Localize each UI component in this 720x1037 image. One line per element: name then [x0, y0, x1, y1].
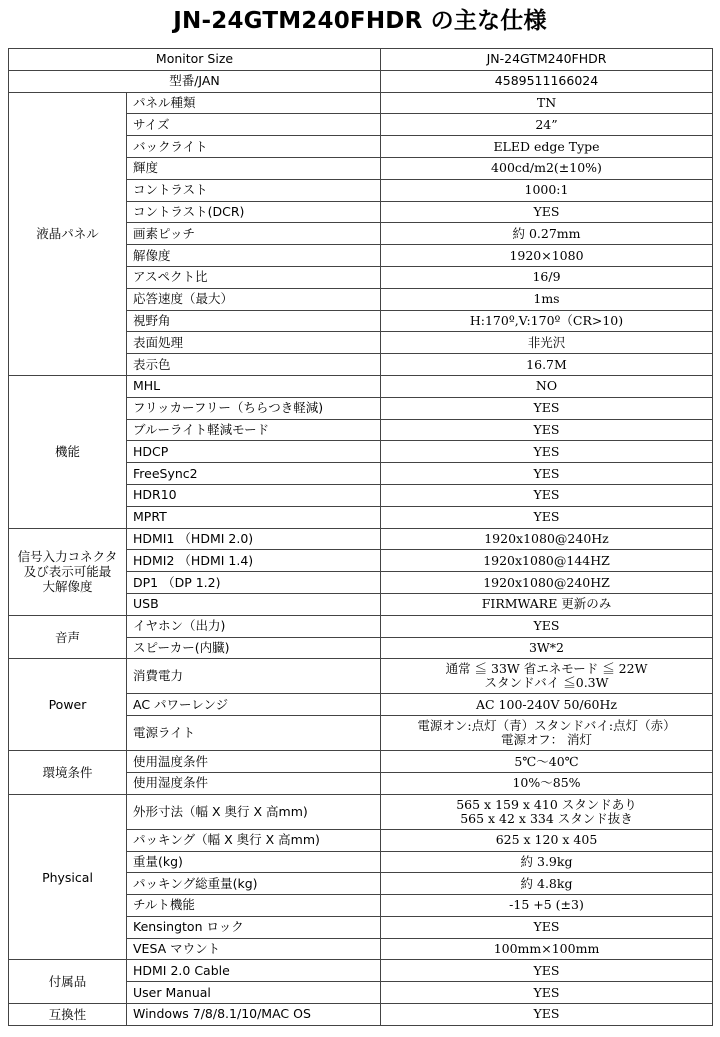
- spec-label: 電源ライト: [127, 716, 381, 751]
- spec-label: パッキング総重量(kg): [127, 873, 381, 895]
- spec-value: 625 x 120 x 405: [495, 832, 598, 848]
- category-label: Power: [48, 697, 87, 713]
- spec-value: YES: [533, 984, 560, 1000]
- spec-value: YES: [533, 487, 560, 503]
- category-cell: [9, 751, 127, 795]
- spec-label: Windows 7/8/8.1/10/MAC OS: [127, 1004, 381, 1026]
- spec-label: HDCP: [127, 441, 381, 463]
- spec-value: YES: [533, 443, 560, 459]
- spec-value-cell: [381, 201, 713, 223]
- category-label: 環境条件: [42, 764, 93, 780]
- spec-value: 5℃～40℃: [514, 753, 579, 769]
- spec-label: 画素ピッチ: [127, 223, 381, 245]
- spec-value-cell: [381, 441, 713, 463]
- category-cell: [9, 615, 127, 659]
- spec-label: パネル種類: [127, 92, 381, 114]
- spec-value-cell: [381, 506, 713, 528]
- spec-label: User Manual: [127, 982, 381, 1004]
- category-cell: [9, 1004, 127, 1026]
- spec-value: YES: [533, 400, 560, 416]
- spec-value: YES: [533, 465, 560, 481]
- spec-label: DP1 （DP 1.2): [127, 572, 381, 594]
- spec-value-cell: [381, 851, 713, 873]
- spec-value: 電源オフ： 消灯: [500, 732, 593, 748]
- spec-value: YES: [533, 618, 560, 634]
- spec-value-cell: [381, 960, 713, 982]
- spec-label: MPRT: [127, 506, 381, 528]
- spec-value: 10%～85%: [512, 775, 581, 791]
- spec-label: パッキング（幅 X 奥行 X 高mm): [127, 829, 381, 851]
- spec-label: チルト機能: [127, 895, 381, 917]
- spec-label: 解像度: [127, 245, 381, 267]
- spec-value-cell: [381, 484, 713, 506]
- spec-value-cell: [381, 982, 713, 1004]
- spec-value: 565 x 42 x 334 スタンド抜き: [460, 810, 633, 826]
- spec-value: 16.7M: [526, 356, 567, 372]
- spec-label: 外形寸法（幅 X 奥行 X 高mm): [127, 794, 381, 829]
- table-row: [9, 70, 713, 92]
- spec-label: 応答速度（最大）: [127, 288, 381, 310]
- spec-label: HDMI 2.0 Cable: [127, 960, 381, 982]
- table-row: [9, 659, 713, 694]
- jan-label: 型番/JAN: [9, 70, 381, 92]
- spec-value-cell: [381, 615, 713, 637]
- spec-value-cell: [381, 550, 713, 572]
- category-label: 及び表示可能最: [23, 564, 112, 580]
- spec-value-cell: [381, 794, 713, 829]
- spec-value: NO: [535, 378, 558, 394]
- spec-value-cell: [381, 332, 713, 354]
- spec-value-cell: [381, 1004, 713, 1026]
- spec-label: Kensington ロック: [127, 916, 381, 938]
- spec-value: 非光沢: [527, 334, 566, 350]
- spec-value: 1920x1080@240Hz: [484, 530, 609, 546]
- spec-value: 1920x1080@240HZ: [483, 574, 610, 590]
- spec-label: バックライト: [127, 136, 381, 158]
- spec-value: YES: [533, 203, 560, 219]
- spec-value: 565 x 159 x 410 スタンドあり: [456, 796, 637, 812]
- spec-label: アスペクト比: [127, 266, 381, 288]
- spec-label: イヤホン（出力): [127, 615, 381, 637]
- spec-value-cell: [381, 916, 713, 938]
- spec-value: YES: [533, 421, 560, 437]
- table-row: [9, 49, 713, 71]
- spec-value: 16/9: [532, 269, 561, 285]
- spec-value-cell: [381, 288, 713, 310]
- category-label: Physical: [42, 869, 93, 885]
- spec-value: 通常 ≦ 33W 省エネモード ≦ 22W: [445, 661, 648, 677]
- spec-value: 約 0.27mm: [512, 225, 581, 241]
- spec-label: コントラスト(DCR): [127, 201, 381, 223]
- spec-value-cell: [381, 397, 713, 419]
- spec-label: 表示色: [127, 354, 381, 376]
- spec-value-cell: [381, 572, 713, 594]
- spec-value-cell: [381, 223, 713, 245]
- spec-value: FIRMWARE 更新のみ: [481, 596, 612, 612]
- spec-label: MHL: [127, 375, 381, 397]
- category-label: 付属品: [48, 974, 87, 990]
- spec-value-cell: [381, 751, 713, 773]
- spec-value-cell: [381, 659, 713, 694]
- spec-value-cell: [381, 179, 713, 201]
- category-cell: [9, 659, 127, 751]
- table-row: [9, 1004, 713, 1026]
- spec-label: 輝度: [127, 157, 381, 179]
- spec-value: 電源オン:点灯（青）スタンドバイ:点灯（赤）: [417, 718, 676, 734]
- spec-label: HDMI2 （HDMI 1.4): [127, 550, 381, 572]
- spec-label: 視野角: [127, 310, 381, 332]
- spec-value-cell: [381, 637, 713, 659]
- spec-value-cell: [381, 419, 713, 441]
- spec-value: YES: [533, 919, 560, 935]
- spec-table-body: [9, 49, 713, 1026]
- page-title: JN-24GTM240FHDR の主な仕様: [173, 8, 547, 34]
- spec-label: VESA マウント: [127, 938, 381, 960]
- category-cell: [9, 92, 127, 375]
- table-row: [9, 92, 713, 114]
- jan-value: 4589511166024: [381, 70, 713, 92]
- category-label: 機能: [54, 444, 80, 460]
- category-label: 液晶パネル: [36, 226, 99, 242]
- spec-value-cell: [381, 245, 713, 267]
- table-row: [9, 375, 713, 397]
- spec-value: 3W*2: [528, 639, 564, 655]
- spec-value: YES: [533, 509, 560, 525]
- spec-label: HDR10: [127, 484, 381, 506]
- spec-value: 約 3.9kg: [520, 853, 573, 869]
- table-row: [9, 615, 713, 637]
- spec-value-cell: [381, 463, 713, 485]
- spec-value-cell: [381, 266, 713, 288]
- category-label: 音声: [54, 629, 80, 645]
- spec-label: 重量(kg): [127, 851, 381, 873]
- spec-value-cell: [381, 593, 713, 615]
- spec-value-cell: [381, 938, 713, 960]
- table-row: [9, 794, 713, 829]
- spec-value: -15 +5 (±3): [509, 897, 584, 913]
- table-row: [9, 528, 713, 550]
- category-cell: [9, 528, 127, 615]
- spec-value: 1ms: [533, 291, 560, 307]
- spec-value-cell: [381, 354, 713, 376]
- category-cell: [9, 794, 127, 960]
- spec-label: AC パワーレンジ: [127, 694, 381, 716]
- spec-value-cell: [381, 310, 713, 332]
- spec-value: AC 100-240V 50/60Hz: [475, 696, 617, 712]
- spec-value-cell: [381, 114, 713, 136]
- spec-value-cell: [381, 375, 713, 397]
- table-row: [9, 751, 713, 773]
- spec-value: 100mm×100mm: [493, 941, 600, 957]
- spec-value: YES: [533, 962, 560, 978]
- category-cell: [9, 375, 127, 528]
- spec-value-cell: [381, 716, 713, 751]
- spec-label: フリッカーフリー（ちらつき軽減): [127, 397, 381, 419]
- spec-value-cell: [381, 92, 713, 114]
- category-label: 互換性: [48, 1006, 87, 1022]
- spec-value-cell: [381, 136, 713, 158]
- spec-value-cell: [381, 157, 713, 179]
- model-label: Monitor Size: [9, 49, 381, 71]
- table-row: [9, 960, 713, 982]
- spec-value: ELED edge Type: [493, 138, 600, 154]
- spec-label: USB: [127, 593, 381, 615]
- spec-value-cell: [381, 528, 713, 550]
- spec-value: TN: [536, 94, 557, 110]
- spec-label: スピーカー(内臓): [127, 637, 381, 659]
- spec-value: 24”: [535, 116, 558, 132]
- spec-label: 消費電力: [127, 659, 381, 694]
- spec-value-cell: [381, 895, 713, 917]
- spec-value: 1920x1080@144HZ: [483, 552, 610, 568]
- category-label: 信号入力コネクタ: [17, 549, 118, 565]
- spec-value: 1920×1080: [509, 247, 584, 263]
- spec-label: コントラスト: [127, 179, 381, 201]
- spec-table: [8, 48, 713, 1026]
- category-label: 大解像度: [42, 579, 93, 595]
- category-cell: [9, 960, 127, 1004]
- spec-value-cell: [381, 694, 713, 716]
- spec-value: H:170º,V:170º（CR>10): [469, 312, 624, 328]
- spec-label: サイズ: [127, 114, 381, 136]
- spec-value-cell: [381, 873, 713, 895]
- spec-label: 表面処理: [127, 332, 381, 354]
- spec-label: 使用湿度条件: [127, 772, 381, 794]
- model-value: JN-24GTM240FHDR: [381, 49, 713, 71]
- spec-value-cell: [381, 829, 713, 851]
- spec-label: ブルーライト軽減モード: [127, 419, 381, 441]
- spec-label: FreeSync2: [127, 463, 381, 485]
- spec-value: 400cd/m2(±10%): [491, 160, 602, 176]
- spec-value: YES: [533, 1006, 560, 1022]
- spec-label: HDMI1 （HDMI 2.0): [127, 528, 381, 550]
- spec-label: 使用温度条件: [127, 751, 381, 773]
- spec-value: スタンドバイ ≦0.3W: [484, 675, 609, 691]
- spec-value: 1000:1: [524, 182, 569, 198]
- spec-value: 約 4.8kg: [520, 875, 573, 891]
- spec-value-cell: [381, 772, 713, 794]
